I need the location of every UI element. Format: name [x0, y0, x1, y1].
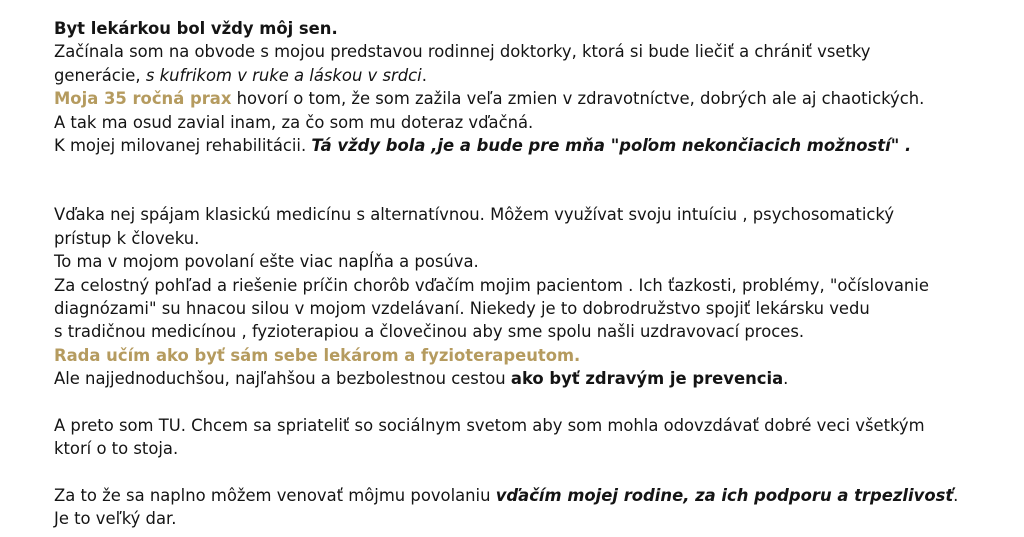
- p1-line2-start: generácie,: [54, 65, 146, 85]
- p2-line5: diagnózami" su hnacou silou v mojom vzdelávaní. Niekedy je to dobrodružstvo spojiť lekársku vedu: [54, 299, 870, 319]
- p4-line2: Je to veľký dar.: [54, 508, 177, 528]
- heading: Byt lekárkou bol vždy môj sen.: [54, 19, 338, 38]
- p1-line1: Začínala som na obvode s mojou predstavou rodinnej doktorky, ktorá si bude liečiť a chrániť vsetky: [54, 42, 871, 62]
- p2-line3: To ma v mojom povolaní ešte viac napĺňa a posúva.: [54, 252, 479, 272]
- p3-line1: A preto som TU. Chcem sa spriateliť so sociálnym svetom aby som mohla odovzdávať dobré veci všetkým: [54, 415, 925, 435]
- practice-highlight: Moja 35 ročná prax: [54, 89, 232, 109]
- p4-line1-end: .: [953, 485, 959, 505]
- p1-line4: A tak ma osud zavial inam, za čo som mu doteraz vďačná.: [54, 112, 534, 132]
- p4-line1-start: Za to že sa naplno môžem venovať môjmu povolaniu: [54, 485, 496, 505]
- p2-line1: Vďaka nej spájam klasickú medicínu s alternatívnou. Môžem využívat svoju intuíciu , psychosomatický: [54, 205, 895, 225]
- p1-line5-start: K mojej milovanej rehabilitácii.: [54, 136, 312, 156]
- p1-line3-rest: hovorí o tom, že som zažila veľa zmien v zdravotníctve, dobrých ale aj chaotických.: [231, 89, 925, 109]
- p1-line5-emphasis: Tá vždy bola ,je a bude pre mňa "poľom nekončiacich možností" .: [311, 136, 912, 156]
- p1-line2-end: .: [421, 65, 427, 85]
- p3-line2: ktorí o to stoja.: [54, 439, 179, 459]
- p2-line8: [54, 367, 1014, 390]
- p2-line6: s tradičnou medicínou , fyzioterapiou a človečinou aby sme spolu našli uzdravovací proces.: [54, 322, 805, 342]
- prevention-emphasis: ako byť zdravým je prevencia: [510, 369, 784, 389]
- p2-line4: Za celostný pohľad a riešenie príčin chorôb vďačím mojim pacientom . Ich ťazkosti, problémy, "očíslovanie: [54, 275, 929, 295]
- p1-line3: [54, 87, 1014, 110]
- p4-line1: [54, 484, 1014, 507]
- document-body: [54, 17, 1014, 530]
- p1-line2: [54, 64, 1014, 87]
- spacer: [54, 391, 1014, 414]
- spacer: [54, 157, 1014, 203]
- family-emphasis: vďačím mojej rodine, za ich podporu a trpezlivosť: [495, 485, 954, 505]
- p2-line2: prístup k človeku.: [54, 228, 200, 248]
- p2-line8-end: .: [783, 369, 789, 389]
- spacer: [54, 461, 1014, 484]
- p1-line2-italic: s kufrikom v ruke a láskou v srdci: [145, 65, 422, 85]
- teaching-highlight: Rada učím ako byť sám sebe lekárom a fyzioterapeutom.: [54, 345, 581, 365]
- p2-line8-start: Ale najjednoduchšou, najľahšou a bezbolestnou cestou: [54, 369, 511, 389]
- p1-line5: [54, 134, 1014, 157]
